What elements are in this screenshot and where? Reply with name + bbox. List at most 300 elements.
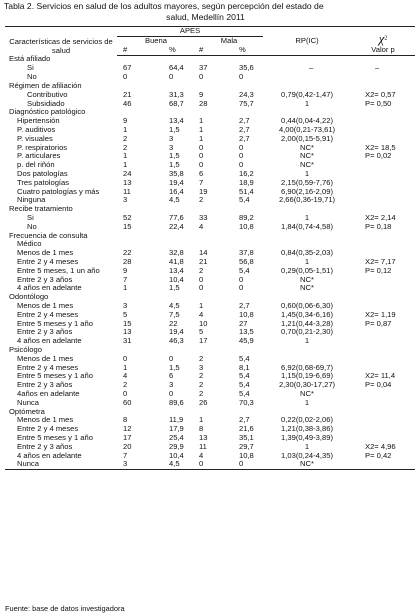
buena-count: 11 [123,187,131,196]
table-row [5,399,415,408]
mala-percent: 5,4 [239,266,250,275]
table-row [5,161,415,170]
chi-square-value [351,434,415,443]
mala-count: 1 [199,416,204,425]
row-label: Entre 5 meses y 1 año [17,433,93,442]
buena-percent: 35,8 [169,169,184,179]
mala-percent: 18,9 [239,178,254,187]
mala-percent: 75,7 [239,99,254,108]
buena-count: 21 [123,90,132,99]
buena-percent: 1,5 [169,161,180,170]
mala-percent [229,55,263,64]
mala-percent: 89,2 [239,213,254,223]
row-label: 4años en adelante [17,389,80,398]
buena-count: 12 [123,425,132,434]
mala-count [195,205,229,214]
chi-square-value [351,232,415,241]
buena-count: 8 [123,416,128,425]
buena-count: 3 [123,301,128,310]
buena-percent: 13,4 [169,266,184,275]
mala-percent: 8,1 [239,363,250,372]
row-label: Contributivo [27,90,68,99]
table-row [5,144,415,153]
buena-count: 28 [123,257,132,267]
chi-square-value [351,82,415,91]
table-row [5,381,415,390]
mala-percent: 2,7 [239,134,250,143]
prevalence-ratio: NC* [300,143,314,152]
buena-percent: 0 [169,73,174,82]
table-row [5,320,415,329]
buena-percent: 0 [169,389,174,398]
buena-count: 15 [123,319,132,328]
buena-count: 13 [123,178,132,187]
prevalence-ratio: 1 [304,442,310,451]
chi-square-value: X2= 0,57 [365,90,396,99]
mala-count: 0 [199,161,204,170]
source-footnote: Fuente: base de datos investigadora [5,604,125,613]
buena-count: 5 [123,310,128,319]
chi-square-value [351,399,415,408]
row-label: Régimen de afiliación [9,81,82,91]
table-row [5,91,415,100]
table-row [5,328,415,337]
prevalence-ratio: 1,21(0,38-3,86) [281,425,333,434]
mala-count [195,240,229,249]
table-row [5,258,415,267]
chi-square-header [351,27,415,46]
mala-percent [229,293,263,302]
prevalence-ratio [263,346,351,355]
table-row [5,451,415,460]
prevalence-ratio [263,240,351,249]
chi-square-value: X2= 18,5 [365,143,396,152]
buena-percent: 32,8 [169,249,184,258]
row-label: Tres patologías [17,178,70,187]
buena-count: 9 [123,117,128,126]
rp-header: RP(IC) [295,36,319,45]
row-label: Médico [17,240,42,249]
row-label: Entre 5 meses, 1 un año [17,266,100,275]
buena-percent: 7,5 [169,310,180,319]
buena-percent: 41,8 [169,257,184,267]
mala-count: 17 [199,337,208,346]
row-label: Entre 2 y 4 meses [17,425,79,434]
table-row [5,267,415,276]
chi-square-value [351,276,415,285]
mala-n-header: # [195,46,229,56]
buena-count: 1 [123,125,128,135]
row-label: Menos de 1 mes [17,416,74,425]
prevalence-ratio [263,82,351,91]
mala-percent: 0 [239,275,244,284]
table-row [5,117,415,126]
buena-count: 0 [123,354,128,363]
prevalence-ratio [263,407,351,416]
buena-percent: 64,4 [169,64,184,73]
buena-percent: 11,9 [169,416,184,425]
buena-percent: 3 [169,381,174,390]
row-label: 4 años en adelante [17,337,82,346]
buena-count: 1 [123,363,128,372]
buena-percent: 25,4 [169,433,184,442]
buena-percent: 13,4 [169,117,184,126]
mala-percent [229,240,263,249]
mala-percent: 0 [229,460,263,469]
row-label: No [27,73,37,82]
mala-count: 19 [199,187,208,196]
chi-square-value [351,73,415,82]
row-label: P. articulares [17,152,61,161]
chi-square-value [351,416,415,425]
mala-count: 7 [199,178,204,187]
buena-percent: 1,5 [169,125,180,135]
table-row [5,337,415,346]
mala-count: 1 [199,117,204,126]
row-label: Entre 2 y 4 meses [17,363,79,372]
buena-count: 67 [123,64,132,73]
row-label: Cuatro patologías y más [17,187,100,196]
chi-square-value [351,249,415,258]
table-row [5,64,415,73]
table-row [5,390,415,399]
buena-count: 46 [123,99,132,108]
table-row [5,214,415,223]
mala-percent: 5,4 [239,381,250,390]
mala-count: 21 [199,257,208,267]
chi-square-value [351,188,415,197]
prevalence-ratio [263,73,351,82]
table-row [5,82,415,91]
chi-square-value [351,407,415,416]
buena-count: 31 [123,337,132,346]
buena-percent: 1,5 [169,284,180,293]
table-row [5,55,415,64]
mala-count: 8 [199,425,204,434]
buena-percent: 29,9 [169,442,184,451]
valor-p-header: Valor p [351,46,415,56]
row-label: Está afiliado [9,55,51,64]
table-row [5,223,415,232]
prevalence-ratio: 1 [304,213,310,223]
row-label: p. del riñón [17,161,55,170]
buena-percent: 0 [169,354,174,363]
mala-count: 0 [199,284,204,293]
mala-percent: 16,2 [239,169,254,179]
buena-count: 0 [123,389,128,398]
chi-square-value [351,363,415,372]
mala-percent: 0 [239,161,244,170]
table-row [5,188,415,197]
mala-count: 1 [199,125,204,135]
chi-square-value [351,196,415,205]
buena-percent: 1,5 [169,363,180,372]
buena-count: 13 [123,328,132,337]
mala-count [195,407,229,416]
mala-count: 0 [199,143,204,152]
mala-count: 14 [199,249,208,258]
mala-percent: 45,9 [239,337,254,346]
chi-square-value: P= 0,42 [365,451,392,460]
chi-square-value [351,108,415,117]
buena-pct-header: % [157,46,195,56]
buena-percent [157,55,195,64]
mala-percent: 13,5 [239,328,254,337]
prevalence-ratio: NC* [300,275,314,284]
mala-count [195,346,229,355]
prevalence-ratio: 1 [304,337,310,346]
prevalence-ratio: 1,39(0,49-3,89) [281,433,333,442]
mala-count: 37 [199,64,208,73]
mala-percent: 0 [239,143,244,152]
mala-count: 13 [199,433,208,442]
mala-count [195,82,229,91]
buena-percent: 89,6 [169,398,184,407]
buena-count: 1 [123,161,128,170]
buena-count: 22 [123,249,132,258]
buena-percent: 3 [169,143,174,152]
prevalence-ratio: – [309,64,314,73]
apes-header: APES [117,27,263,37]
chi-square-value [351,425,415,434]
mala-count: 11 [199,442,207,451]
buena-percent: 77,6 [169,213,184,223]
mala-count: 1 [199,301,204,310]
mala-count: 10 [199,319,208,328]
prevalence-ratio: NC* [300,161,314,170]
prevalence-ratio: 1 [304,257,310,267]
row-label: Ninguna [17,196,46,205]
chi-square-value [351,355,415,364]
table-row [5,434,415,443]
buena-count [117,407,157,416]
row-label: Dos patologías [17,169,68,179]
row-label: Menos de 1 mes [17,301,74,310]
chi-square-value [351,302,415,311]
table-row [5,73,415,82]
chi-square-value [351,179,415,188]
buena-count: 2 [123,381,128,390]
mala-percent [229,108,263,117]
table-row [5,311,415,320]
prevalence-ratio: 1,45(0,34-6,16) [281,310,333,319]
chi-square-value [351,135,415,144]
buena-count: 2 [123,134,128,143]
prevalence-ratio: 0,84(0,35-2,03) [281,249,333,258]
chi-square-value: X2= 2,14 [365,213,396,223]
table-caption [4,1,417,23]
table-row [5,443,415,452]
mala-count: 5 [199,328,204,337]
buena-percent: 22,4 [169,222,184,231]
row-label: 4 años en adelante [17,451,82,460]
buena-percent: 16,4 [169,187,184,196]
row-label: Entre 5 meses y 1 año [17,372,93,381]
table-row [5,108,415,117]
row-label: Frecuencia de consulta [9,231,88,240]
row-label: Nunca [17,398,39,407]
row-label: Entre 2 y 3 años [17,442,73,451]
mala-percent: 5,4 [239,372,250,381]
mala-percent: 0 [239,284,244,293]
prevalence-ratio: NC* [300,152,314,161]
prevalence-ratio: NC* [263,460,351,469]
row-label: Entre 5 meses y 1 año [17,319,93,328]
prevalence-ratio: 2,66(0,36-19,71) [278,196,336,205]
row-label: Entre 2 y 3 años [17,381,73,390]
prevalence-ratio: 4,00(0,21-73,61) [278,125,336,135]
mala-pct-header: % [229,46,263,56]
mala-percent [229,407,263,416]
chi-square-value [351,293,415,302]
mala-count: 33 [199,213,208,223]
mala-percent [229,205,263,214]
mala-count: 2 [199,389,204,398]
mala-percent: 2,7 [239,301,250,310]
buena-count [117,82,157,91]
prevalence-ratio: 0,79(0,42-1,47) [281,90,333,99]
mala-percent: 0 [239,73,244,82]
mala-percent [229,232,263,241]
row-label: Psicólogo [9,345,42,354]
buena-count: 3 [123,196,128,205]
row-label: Entre 2 y 4 meses [17,310,79,319]
chi-square-value [351,337,415,346]
buena-count: 7 [123,451,128,460]
mala-count: 4 [199,222,204,231]
table-row [5,240,415,249]
row-label: Optómetra [9,407,45,416]
mala-percent: 10,8 [239,222,254,231]
buena-count: 52 [123,213,132,223]
mala-count: 9 [199,90,204,99]
row-label: P. visuales [17,134,53,143]
buena-percent: 10,4 [169,451,184,460]
table-row [5,152,415,161]
chi-exponent: 2 [384,35,388,42]
mala-percent: 27 [239,319,248,328]
buena-percent [157,293,195,302]
table-row [5,302,415,311]
chi-square-value [351,390,415,399]
buena-percent [157,232,195,241]
row-label: 4 años en adelante [17,284,82,293]
mala-count: 2 [199,381,204,390]
table-row [5,293,415,302]
mala-count [195,55,229,64]
data-table [5,26,415,470]
buena-count: 60 [123,398,132,407]
buena-count: 1 [123,284,128,293]
buena-count: 15 [123,222,132,231]
buena-count: 2 [123,143,128,152]
buena-percent [157,346,195,355]
buena-percent: 4,5 [169,196,180,205]
row-label: Menos de 1 mes [17,354,74,363]
chi-square-value: X2= 11,4 [365,372,396,381]
chi-square-value [351,460,415,469]
mala-count: 0 [199,275,204,284]
prevalence-ratio [263,232,351,241]
buena-percent: 1,5 [169,152,180,161]
prevalence-ratio: 0,22(0,02-2,06) [281,416,333,425]
mala-count: 0 [195,460,229,469]
buena-header: Buena [145,36,167,45]
chi-square-value [351,117,415,126]
table-row [5,196,415,205]
mala-count [195,108,229,117]
row-label: Entre 2 y 3 años [17,275,73,284]
table-row [5,425,415,434]
prevalence-ratio: 2,15(0,59-7,76) [281,178,333,187]
chi-square-value [351,126,415,135]
buena-count: 17 [123,433,132,442]
prevalence-ratio [263,108,351,117]
row-label: P. auditivos [17,125,56,135]
buena-percent: 3 [169,134,174,143]
chi-square-value: X2= 1,19 [365,310,396,319]
mala-percent: 2,7 [239,125,250,135]
mala-percent: 51,4 [239,187,254,196]
mala-count: 2 [199,266,204,275]
row-label: P. respiratorios [17,143,68,152]
row-label: No [27,222,37,231]
mala-percent: 10,8 [239,451,254,460]
table-row [5,372,415,381]
prevalence-ratio: 1,21(0,44-3,28) [281,319,333,328]
buena-percent: 4,5 [169,301,180,310]
prevalence-ratio [263,205,351,214]
buena-percent: 31,3 [169,90,184,99]
chi-square-value [351,170,415,179]
mala-count: 4 [199,310,204,319]
prevalence-ratio: 0,44(0,04-4,22) [281,117,333,126]
mala-percent: 24,3 [239,90,254,99]
row-label: Recibe tratamiento [9,205,73,214]
row-label: Subsidiado [27,99,65,108]
prevalence-ratio [263,55,351,64]
table-row [5,205,415,214]
mala-count: 2 [199,372,204,381]
mala-percent: 29,7 [239,442,254,451]
buena-percent: 68,7 [169,99,184,108]
chi-square-value: P= 0,50 [365,99,392,108]
table-row [5,170,415,179]
table-row [5,126,415,135]
mala-percent: 0 [239,152,244,161]
chi-square-value: P= 0,87 [365,319,392,328]
table-row [5,249,415,258]
buena-n-header: # [117,46,157,56]
row-label: Entre 2 y 3 años [17,328,73,337]
prevalence-ratio: NC* [300,284,314,293]
row-label: Si [27,64,34,73]
buena-percent: 10,4 [169,275,184,284]
chi-square-value [351,328,415,337]
table-row [5,363,415,372]
mala-count [195,293,229,302]
prevalence-ratio: 0,29(0,05-1,51) [281,266,333,275]
buena-percent [157,205,195,214]
table-row [5,416,415,425]
mala-count: 3 [199,363,204,372]
mala-count: 2 [199,354,204,363]
mala-percent: 2,7 [239,117,250,126]
mala-count: 2 [199,196,204,205]
mala-count: 4 [199,451,204,460]
mala-count: 1 [199,134,204,143]
table-row [5,135,415,144]
